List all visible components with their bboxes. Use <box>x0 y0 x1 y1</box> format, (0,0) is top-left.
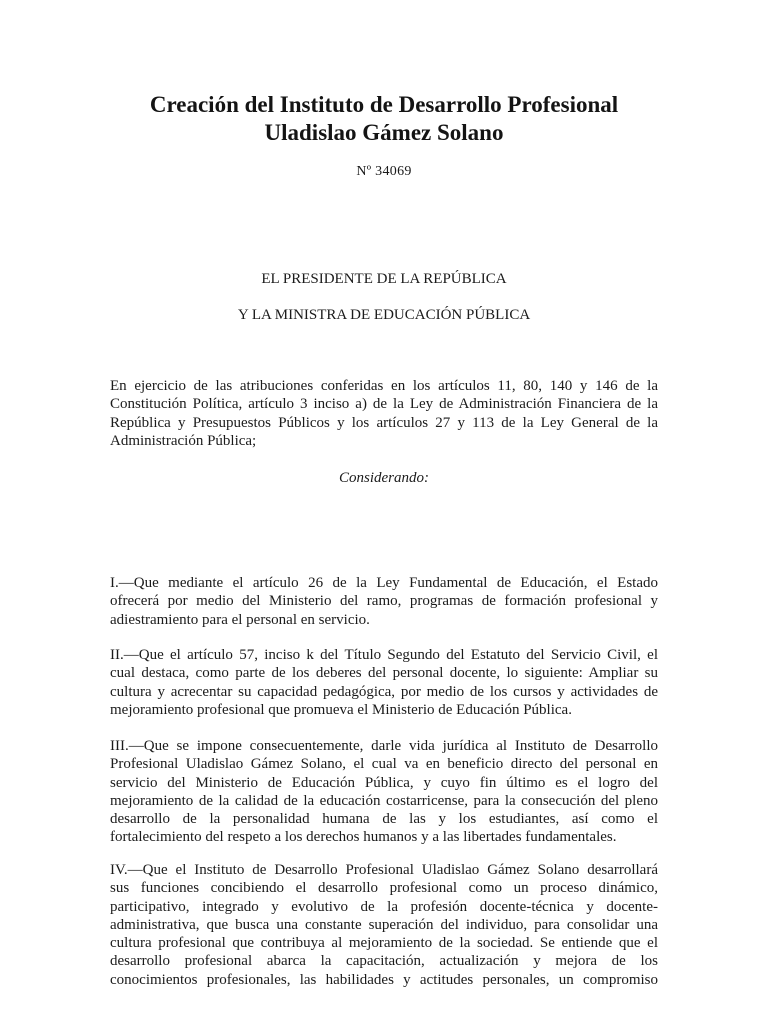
text-line: conocimientos profesionales, las habilidades y actitudes personales, un compromiso <box>110 971 658 988</box>
authority-line-president: EL PRESIDENTE DE LA REPÚBLICA <box>261 271 507 287</box>
text-line: República y Presupuestos Públicos y los artículos 27 y 113 de la Ley General de la <box>110 414 658 431</box>
text-line: III.—Que se impone consecuentemente, darle vida jurídica al Instituto de Desarrollo <box>110 738 658 754</box>
decree-number: Nº 34069 <box>356 164 412 179</box>
text-line: adiestramiento para el personal en servicio. <box>110 611 370 628</box>
text-line: En ejercicio de las atribuciones conferidas en los artículos 11, 80, 140 y 146 de la <box>110 378 658 394</box>
text-line: ofrecerá por medio del Ministerio del ramo, programas de formación profesional y <box>110 593 658 610</box>
text-line: fortalecimiento del respeto a los derechos humanos y a las libertades fundamentales. <box>110 829 617 846</box>
authority-line-minister: Y LA MINISTRA DE EDUCACIÓN PÚBLICA <box>237 307 531 323</box>
considerando-iii-paragraph <box>110 737 658 847</box>
text-line: Profesional Uladislao Gámez Solano, el cual va en beneficio directo del personal en <box>110 756 658 773</box>
text-line: participativo, integrado y evolutivo de la profesión docente-técnica y docente- <box>110 898 658 915</box>
considerando-i-paragraph <box>110 574 658 629</box>
text-line: Constitución Política, artículo 3 inciso a) de la Ley de Administración Financiera de la <box>110 396 658 413</box>
text-line: Administración Pública; <box>110 432 257 449</box>
text-line: I.—Que mediante el artículo 26 de la Ley Fundamental de Educación, el Estado <box>110 575 658 591</box>
text-line: IV.—Que el Instituto de Desarrollo Profesional Uladislao Gámez Solano desarrollará <box>110 862 658 878</box>
text-line: cual destaca, como parte de los deberes del personal docente, lo siguiente: Ampliar su <box>110 665 658 682</box>
preamble-paragraph <box>110 377 658 450</box>
text-line: II.—Que el artículo 57, inciso k del Título Segundo del Estatuto del Servicio Civil, el <box>110 647 658 663</box>
text-line: administrativa, que busca una constante superación del individuo, para consolidar una <box>110 916 658 933</box>
considerando-iv-paragraph <box>110 861 658 989</box>
considerando-heading: Considerando: <box>339 470 429 486</box>
text-line: mejoramiento de la calidad de la educación costarricense, para la consecución del pleno <box>110 792 658 809</box>
title-line: Uladislao Gámez Solano <box>264 120 504 145</box>
text-line: mejoramiento profesional que promueva el Ministerio de Educación Pública. <box>110 701 572 718</box>
document-title <box>0 91 768 147</box>
text-line: desarrollo de la personalidad humana de las y los estudiantes, así como el <box>110 811 658 828</box>
title-line: Creación del Instituto de Desarrollo Profesional <box>149 92 619 117</box>
text-line: sus funciones concibiendo el desarrollo profesional como un proceso dinámico, <box>110 880 658 897</box>
text-line: cultura y acrecentar su capacidad pedagógica, por medio de los cursos y actividades de <box>110 683 658 700</box>
text-line: servicio del Ministerio de Educación Pública, y cuyo fin último es el logro del <box>110 774 658 791</box>
text-line: desarrollo profesional abarca la capacitación, actualización y mejora de los <box>110 953 658 970</box>
text-line: cultura profesional que contribuya al mejoramiento de la sociedad. Se entiende que el <box>110 935 658 952</box>
considerando-ii-paragraph <box>110 646 658 719</box>
